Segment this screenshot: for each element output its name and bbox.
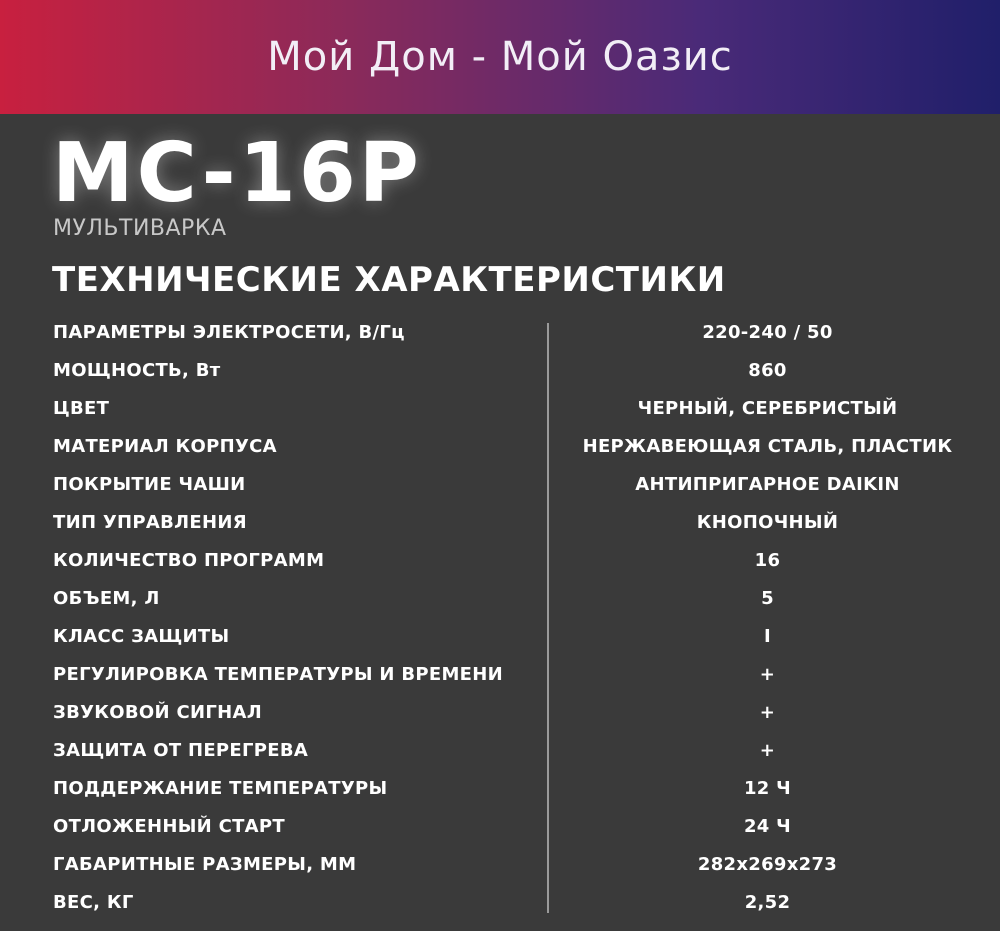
spec-label: ПОДДЕРЖАНИЕ ТЕМПЕРАТУРЫ — [53, 778, 388, 799]
spec-label: ПОКРЫТИЕ ЧАШИ — [53, 474, 246, 495]
spec-label: ОТЛОЖЕННЫЙ СТАРТ — [53, 816, 285, 837]
spec-label: КОЛИЧЕСТВО ПРОГРАММ — [53, 550, 325, 571]
spec-value: 12 Ч — [743, 778, 792, 799]
spec-label: КЛАСС ЗАЩИТЫ — [53, 626, 230, 647]
spec-row — [0, 884, 1000, 922]
spec-value: 282x269x273 — [697, 854, 838, 875]
product-model: MC-16P — [52, 126, 422, 221]
spec-value: 5 — [761, 588, 774, 609]
spec-label: ПАРАМЕТРЫ ЭЛЕКТРОСЕТИ, В/Гц — [53, 322, 405, 343]
spec-value: + — [759, 702, 776, 723]
spec-value: 2,52 — [744, 892, 791, 913]
spec-label: ЗАЩИТА ОТ ПЕРЕГРЕВА — [53, 740, 309, 761]
spec-row — [0, 428, 1000, 466]
spec-row — [0, 390, 1000, 428]
spec-value: + — [759, 740, 776, 761]
spec-value: 24 Ч — [743, 816, 792, 837]
spec-row — [0, 656, 1000, 694]
spec-row — [0, 732, 1000, 770]
spec-label: ЗВУКОВОЙ СИГНАЛ — [53, 702, 262, 723]
spec-value: I — [764, 626, 771, 647]
spec-label: МАТЕРИАЛ КОРПУСА — [53, 436, 277, 457]
spec-label: ЦВЕТ — [53, 398, 110, 419]
spec-label: РЕГУЛИРОВКА ТЕМПЕРАТУРЫ И ВРЕМЕНИ — [53, 664, 503, 685]
product-category: МУЛЬТИВАРКА — [53, 216, 227, 241]
spec-value: АНТИПРИГАРНОЕ DAIKIN — [635, 474, 900, 495]
spec-row — [0, 808, 1000, 846]
spec-row — [0, 694, 1000, 732]
spec-value: + — [759, 664, 776, 685]
spec-value: КНОПОЧНЫЙ — [696, 512, 839, 533]
header-banner — [0, 0, 1000, 114]
spec-row — [0, 466, 1000, 504]
spec-value: ЧЕРНЫЙ, СЕРЕБРИСТЫЙ — [637, 398, 898, 419]
spec-value: НЕРЖАВЕЮЩАЯ СТАЛЬ, ПЛАСТИК — [582, 436, 953, 457]
spec-label: ВЕС, КГ — [53, 892, 134, 913]
spec-row — [0, 846, 1000, 884]
spec-row — [0, 352, 1000, 390]
spec-row — [0, 770, 1000, 808]
spec-label: МОЩНОСТЬ, Вт — [53, 360, 221, 381]
banner-title: Мой Дом - Мой Оазис — [267, 34, 733, 80]
specs-title: ТЕХНИЧЕСКИЕ ХАРАКТЕРИСТИКИ — [52, 260, 726, 300]
spec-value: 220-240 / 50 — [702, 322, 833, 343]
spec-value: 860 — [748, 360, 787, 381]
spec-label: ОБЪЕМ, Л — [53, 588, 160, 609]
spec-row — [0, 618, 1000, 656]
spec-value: 16 — [754, 550, 781, 571]
specs-table — [0, 314, 1000, 922]
spec-row — [0, 542, 1000, 580]
spec-row — [0, 580, 1000, 618]
spec-row — [0, 504, 1000, 542]
spec-label: ТИП УПРАВЛЕНИЯ — [53, 512, 247, 533]
spec-row — [0, 314, 1000, 352]
spec-label: ГАБАРИТНЫЕ РАЗМЕРЫ, ММ — [53, 854, 357, 875]
